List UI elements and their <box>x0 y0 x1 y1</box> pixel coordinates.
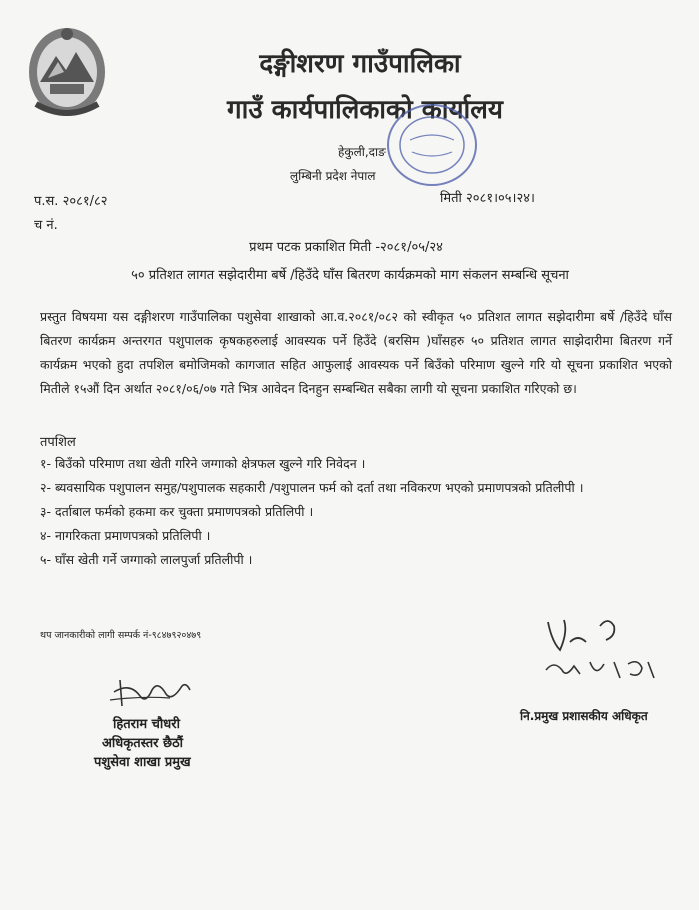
signature-right-icon <box>530 612 670 692</box>
office-title: गाउँ कार्यपालिकाको कार्यालय <box>227 95 503 125</box>
notice-subject: ५० प्रतिशत लागत सझेदारीमा बर्षे /हिउँदे घाँस बितरण कार्यक्रमको माग संकलन सम्बन्धि सूचना <box>131 268 569 283</box>
municipality-title: दङ्गीशरण गाउँपालिका <box>259 49 461 79</box>
signatory-rank: अधिकृतस्तर छैठौं <box>102 736 184 751</box>
office-address: हेकुली,दाङ <box>338 145 386 159</box>
list-item: २- ब्यवसायिक पशुपालन समुह/पशुपालक सहकारी /पशुपालन फर्म को दर्ता तथा नविकरण भएको प्रमाणपत्रको प्रतिलीपी । <box>40 480 584 495</box>
list-item: ४- नागरिकता प्रमाणपत्रको प्रतिलिपी । <box>40 528 211 543</box>
officer-title: नि.प्रमुख प्रशासकीय अधिकृत <box>520 709 648 723</box>
notice-body: प्रस्तुत विषयमा यस दङ्गीशरण गाउँपालिका पशुसेवा शाखाको आ.व.२०८१/०८२ को स्वीकृत ५० प्रतिशत लागत सझेदारीमा बर्षे /हिउँदे घाँस बितरण कार्यक्रम अन्तरगत पशुपालक कृषकहरुलाई आवस्यक पर्ने हिउँदे (बरसिम )घाँसहरु ५० प्रतिशत लागत साझेदारीमा बितरण गर्ने कार्यक्रम भएको हुदा तपशिल बमोजिमको कागजात सहित आफुलाई आवस्यक पर्ने बिउँको परिमाण खुल्ने गरि यो सूचना प्रकाशित भएको मितीले १५औं दिन अर्थात २०८१/०६/०७ गते भित्र आवेदन दिनहुन सम्बन्धित सबैका लागी यो सूचना प्रकाशित गरिएको छ। <box>40 309 672 396</box>
list-item: ५- घाँस खेती गर्ने जग्गाको लालपुर्जा प्रतिलीपी । <box>40 552 253 567</box>
reference-number: प.स. २०८१/८२ <box>34 194 108 209</box>
signatory-name: हितराम चौधरी <box>113 717 180 732</box>
details-label: तपशिल <box>40 435 76 450</box>
published-date: प्रथम पटक प्रकाशित मिती -२०८१/०५/२४ <box>249 240 443 255</box>
office-stamp-icon <box>384 100 480 190</box>
signatory-department: पशुसेवा शाखा प्रमुख <box>94 755 191 770</box>
nepal-emblem-icon <box>26 22 108 124</box>
letter-date: मिती २०८१।०५।२४। <box>440 191 535 206</box>
contact-info: थप जानकारीको लागी सम्पर्क नं-९८४७९२०४७९ <box>40 630 202 641</box>
list-item: १- बिउँको परिमाण तथा खेती गरिने जग्गाको क्षेत्रफल खुल्ने गरि निवेदन । <box>40 456 366 471</box>
dispatch-number: च नं. <box>34 218 58 233</box>
document-list <box>40 452 680 572</box>
list-item: ३- दर्ताबाल फर्मको हकमा कर चुक्ता प्रमाणपत्रको प्रतिलिपी । <box>40 504 314 519</box>
signature-left-icon <box>100 672 200 712</box>
province-country: लुम्बिनी प्रदेश नेपाल <box>290 169 376 183</box>
